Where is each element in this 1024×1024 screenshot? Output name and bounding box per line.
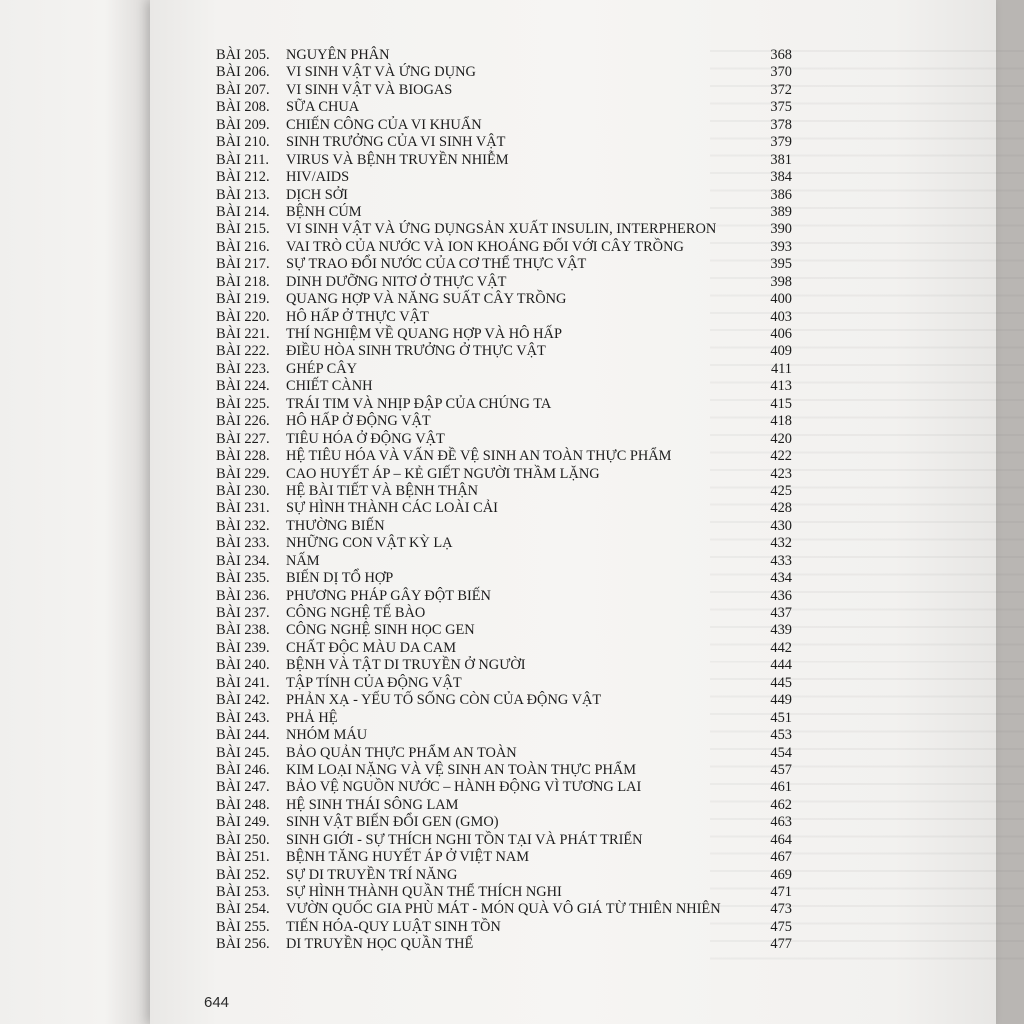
toc-entry [216, 936, 792, 953]
lesson-title: PHẢ HỆ [286, 709, 338, 726]
lesson-number: BÀI 242. [216, 692, 270, 709]
toc-entry [216, 483, 792, 500]
toc-entry [216, 378, 792, 395]
toc-entry [216, 204, 792, 221]
lesson-number: BÀI 246. [216, 761, 270, 778]
lesson-title: BẢO VỆ NGUỒN NƯỚC – HÀNH ĐỘNG VÌ TƯƠNG LAI [286, 779, 642, 796]
lesson-page-number: 409 [770, 343, 792, 360]
lesson-page-number: 425 [770, 482, 792, 499]
lesson-title: CÔNG NGHỆ SINH HỌC GEN [286, 622, 475, 639]
lesson-title: TIẾN HÓA-QUY LUẬT SINH TỒN [286, 918, 501, 935]
toc-entry [216, 727, 792, 744]
lesson-title: BIẾN DỊ TỔ HỢP [286, 570, 394, 587]
lesson-number: BÀI 239. [216, 639, 270, 656]
lesson-page-number: 411 [770, 360, 792, 377]
lesson-title: DỊCH SỞI [286, 186, 348, 203]
toc-entry [216, 518, 792, 535]
lesson-number: BÀI 254. [216, 901, 270, 918]
lesson-page-number: 469 [770, 866, 792, 883]
lesson-page-number: 475 [770, 918, 792, 935]
lesson-number: BÀI 243. [216, 709, 270, 726]
lesson-number: BÀI 233. [216, 535, 270, 552]
lesson-number: BÀI 231. [216, 500, 270, 517]
lesson-number: BÀI 223. [216, 360, 270, 377]
lesson-page-number: 413 [770, 378, 792, 395]
lesson-title: HÔ HẤP Ở THỰC VẬT [286, 308, 429, 325]
lesson-page-number: 434 [770, 570, 792, 587]
lesson-title: SINH VẬT BIẾN ĐỔI GEN (GMO) [286, 814, 499, 831]
lesson-number: BÀI 251. [216, 849, 270, 866]
lesson-page-number: 473 [770, 901, 792, 918]
lesson-title: BẢO QUẢN THỰC PHẨM AN TOÀN [286, 744, 517, 761]
lesson-number: BÀI 250. [216, 831, 270, 848]
lesson-number: BÀI 229. [216, 465, 270, 482]
lesson-page-number: 368 [770, 47, 792, 63]
toc-entry [216, 867, 792, 884]
lesson-page-number: 437 [770, 605, 792, 621]
lesson-title: TẬP TÍNH CỦA ĐỘNG VẬT [286, 674, 462, 691]
lesson-number: BÀI 236. [216, 587, 270, 604]
lesson-page-number: 430 [770, 517, 792, 534]
lesson-page-number: 381 [770, 151, 792, 168]
toc-entry [216, 256, 792, 273]
lesson-title: HỆ TIÊU HÓA VÀ VẤN ĐỀ VỆ SINH AN TOÀN THỰC PHẨM [286, 448, 672, 465]
toc-entry [216, 640, 792, 657]
lesson-title: SỰ HÌNH THÀNH CÁC LOÀI CẢI [286, 500, 498, 517]
lesson-number: BÀI 240. [216, 657, 270, 674]
toc-entry [216, 884, 792, 901]
lesson-number: BÀI 225. [216, 395, 270, 412]
toc-entry [216, 169, 792, 186]
lesson-page-number: 462 [770, 796, 792, 813]
lesson-title: CHẤT ĐỘC MÀU DA CAM [286, 639, 457, 656]
lesson-title: GHÉP CÂY [286, 360, 358, 377]
toc-entry [216, 117, 792, 134]
lesson-number: BÀI 212. [216, 169, 270, 186]
lesson-title: NHỮNG CON VẬT KỲ LẠ [286, 535, 453, 552]
toc-entry [216, 326, 792, 343]
toc-entry [216, 762, 792, 779]
toc-entry [216, 832, 792, 849]
lesson-number: BÀI 241. [216, 674, 270, 691]
lesson-title: THƯỜNG BIẾN [286, 517, 385, 534]
lesson-page-number: 477 [770, 936, 792, 953]
lesson-page-number: 444 [770, 657, 792, 674]
lesson-page-number: 420 [770, 430, 792, 447]
toc-entry [216, 396, 792, 413]
lesson-page-number: 439 [770, 622, 792, 639]
lesson-title: CÔNG NGHỆ TẾ BÀO [286, 605, 426, 621]
lesson-page-number: 406 [770, 326, 792, 342]
lesson-page-number: 378 [770, 116, 792, 133]
toc-entry [216, 47, 792, 64]
left-page-margin [0, 0, 150, 1024]
lesson-page-number: 386 [770, 186, 792, 203]
lesson-number: BÀI 213. [216, 186, 270, 203]
lesson-page-number: 418 [770, 413, 792, 430]
lesson-page-number: 375 [770, 99, 792, 116]
lesson-title: HỆ BÀI TIẾT VÀ BỆNH THẬN [286, 482, 479, 499]
lesson-page-number: 432 [770, 535, 792, 552]
lesson-page-number: 372 [770, 81, 792, 98]
lesson-number: BÀI 215. [216, 221, 270, 238]
lesson-title: VI SINH VẬT VÀ ỨNG DỤNGSẢN XUẤT INSULIN, INTERPHERON [286, 221, 717, 238]
lesson-number: BÀI 224. [216, 378, 270, 395]
lesson-number: BÀI 206. [216, 64, 270, 81]
lesson-title: THÍ NGHIỆM VỀ QUANG HỢP VÀ HÔ HẤP [286, 326, 562, 342]
lesson-title: CAO HUYẾT ÁP – KẺ GIẾT NGƯỜI THẦM LẶNG [286, 465, 600, 482]
toc-entry [216, 134, 792, 151]
lesson-page-number: 384 [770, 169, 792, 186]
toc-entry [216, 605, 792, 622]
lesson-page-number: 415 [770, 395, 792, 412]
toc-entry [216, 797, 792, 814]
lesson-number: BÀI 214. [216, 203, 270, 220]
lesson-page-number: 422 [770, 448, 792, 465]
lesson-number: BÀI 230. [216, 482, 270, 499]
lesson-number: BÀI 222. [216, 343, 270, 360]
lesson-page-number: 423 [770, 465, 792, 482]
toc-entry [216, 309, 792, 326]
toc-entry [216, 692, 792, 709]
lesson-number: BÀI 237. [216, 605, 270, 621]
toc-entry [216, 187, 792, 204]
toc-entry [216, 152, 792, 169]
toc-entry [216, 274, 792, 291]
toc-entry [216, 901, 792, 918]
lesson-number: BÀI 238. [216, 622, 270, 639]
lesson-page-number: 393 [770, 238, 792, 255]
lesson-title: TIÊU HÓA Ở ĐỘNG VẬT [286, 430, 445, 447]
lesson-title: HIV/AIDS [286, 169, 350, 186]
toc-entry [216, 622, 792, 639]
lesson-title: DI TRUYỀN HỌC QUẦN THỂ [286, 936, 474, 953]
toc-entry [216, 413, 792, 430]
lesson-number: BÀI 205. [216, 47, 270, 63]
lesson-number: BÀI 227. [216, 430, 270, 447]
toc-entry [216, 814, 792, 831]
lesson-title: NHÓM MÁU [286, 727, 368, 744]
lesson-title: SỰ DI TRUYỀN TRÍ NĂNG [286, 866, 458, 883]
lesson-number: BÀI 245. [216, 744, 270, 761]
lesson-page-number: 379 [770, 134, 792, 151]
lesson-title: CHIẾT CÀNH [286, 378, 373, 395]
toc-entry [216, 553, 792, 570]
lesson-page-number: 453 [770, 727, 792, 744]
table-of-contents [216, 47, 792, 954]
lesson-number: BÀI 220. [216, 308, 270, 325]
lesson-title: BỆNH CÚM [286, 203, 362, 220]
lesson-number: BÀI 253. [216, 884, 270, 900]
lesson-title: VIRUS VÀ BỆNH TRUYỀN NHIỄM [286, 151, 509, 168]
lesson-title: CHIẾN CÔNG CỦA VI KHUẨN [286, 116, 482, 133]
lesson-title: HÔ HẤP Ở ĐỘNG VẬT [286, 413, 431, 430]
lesson-number: BÀI 226. [216, 413, 270, 430]
lesson-page-number: 400 [770, 291, 792, 308]
lesson-page-number: 461 [770, 779, 792, 796]
lesson-page-number: 457 [770, 761, 792, 778]
lesson-title: BỆNH VÀ TẬT DI TRUYỀN Ở NGƯỜI [286, 657, 526, 674]
lesson-number: BÀI 218. [216, 273, 270, 290]
toc-entry [216, 448, 792, 465]
lesson-number: BÀI 221. [216, 326, 270, 342]
lesson-page-number: 370 [770, 64, 792, 81]
toc-entry [216, 431, 792, 448]
lesson-title: ĐIỀU HÒA SINH TRƯỞNG Ở THỰC VẬT [286, 343, 546, 360]
page-number: 644 [204, 994, 230, 1011]
lesson-number: BÀI 252. [216, 866, 270, 883]
lesson-title: TRÁI TIM VÀ NHỊP ĐẬP CỦA CHÚNG TA [286, 395, 552, 412]
lesson-page-number: 395 [770, 256, 792, 273]
toc-entry [216, 570, 792, 587]
toc-entry [216, 500, 792, 517]
toc-entry [216, 99, 792, 116]
toc-entry [216, 588, 792, 605]
toc-entry [216, 64, 792, 81]
lesson-title: DINH DƯỠNG NITƠ Ở THỰC VẬT [286, 273, 507, 290]
lesson-page-number: 471 [770, 884, 792, 900]
lesson-number: BÀI 235. [216, 570, 270, 587]
lesson-page-number: 390 [770, 221, 792, 238]
lesson-number: BÀI 210. [216, 134, 270, 151]
toc-entry [216, 710, 792, 727]
lesson-number: BÀI 232. [216, 517, 270, 534]
lesson-number: BÀI 217. [216, 256, 270, 273]
toc-entry [216, 343, 792, 360]
lesson-title: SINH GIỚI - SỰ THÍCH NGHI TỒN TẠI VÀ PHÁT TRIỂN [286, 831, 643, 848]
toc-entry [216, 535, 792, 552]
lesson-page-number: 463 [770, 814, 792, 831]
lesson-title: VI SINH VẬT VÀ ỨNG DỤNG [286, 64, 476, 81]
lesson-number: BÀI 248. [216, 796, 270, 813]
lesson-page-number: 403 [770, 308, 792, 325]
lesson-title: SỮA CHUA [286, 99, 360, 116]
lesson-title: SỰ TRAO ĐỔI NƯỚC CỦA CƠ THỂ THỰC VẬT [286, 256, 587, 273]
toc-entry [216, 82, 792, 99]
lesson-page-number: 389 [770, 203, 792, 220]
lesson-title: SINH TRƯỞNG CỦA VI SINH VẬT [286, 134, 506, 151]
lesson-title: VI SINH VẬT VÀ BIOGAS [286, 81, 453, 98]
toc-entry [216, 291, 792, 308]
lesson-number: BÀI 244. [216, 727, 270, 744]
lesson-title: PHẢN XẠ - YẾU TỐ SỐNG CÒN CỦA ĐỘNG VẬT [286, 692, 602, 709]
lesson-number: BÀI 216. [216, 238, 270, 255]
lesson-page-number: 467 [770, 849, 792, 866]
lesson-page-number: 436 [770, 587, 792, 604]
lesson-title: NẤM [286, 552, 320, 569]
toc-entry [216, 675, 792, 692]
lesson-title: VƯỜN QUỐC GIA PHÙ MÁT - MÓN QUÀ VÔ GIÁ TỪ THIÊN NHIÊN [286, 901, 721, 918]
lesson-number: BÀI 228. [216, 448, 270, 465]
toc-entry [216, 239, 792, 256]
toc-entry [216, 221, 792, 238]
toc-entry [216, 657, 792, 674]
lesson-title: VAI TRÒ CỦA NƯỚC VÀ ION KHOÁNG ĐỐI VỚI CÂY TRỒNG [286, 238, 684, 255]
lesson-page-number: 449 [770, 692, 792, 709]
lesson-page-number: 464 [770, 831, 792, 848]
lesson-page-number: 428 [770, 500, 792, 517]
toc-entry [216, 849, 792, 866]
lesson-page-number: 433 [770, 552, 792, 569]
lesson-title: SỰ HÌNH THÀNH QUẦN THỂ THÍCH NGHI [286, 884, 562, 900]
lesson-page-number: 454 [770, 744, 792, 761]
lesson-number: BÀI 247. [216, 779, 270, 796]
lesson-number: BÀI 211. [216, 151, 270, 168]
toc-entry [216, 466, 792, 483]
toc-entry [216, 919, 792, 936]
lesson-page-number: 451 [770, 709, 792, 726]
lesson-number: BÀI 219. [216, 291, 270, 308]
lesson-page-number: 442 [770, 639, 792, 656]
toc-entry [216, 361, 792, 378]
toc-entry [216, 745, 792, 762]
lesson-title: HỆ SINH THÁI SÔNG LAM [286, 796, 459, 813]
lesson-title: NGUYÊN PHÂN [286, 47, 390, 63]
lesson-number: BÀI 256. [216, 936, 270, 953]
lesson-title: PHƯƠNG PHÁP GÂY ĐỘT BIẾN [286, 587, 491, 604]
lesson-title: QUANG HỢP VÀ NĂNG SUẤT CÂY TRỒNG [286, 291, 567, 308]
lesson-number: BÀI 209. [216, 116, 270, 133]
lesson-title: KIM LOẠI NẶNG VÀ VỆ SINH AN TOÀN THỰC PHẨM [286, 761, 637, 778]
lesson-page-number: 398 [770, 273, 792, 290]
lesson-page-number: 445 [770, 674, 792, 691]
lesson-number: BÀI 249. [216, 814, 270, 831]
lesson-number: BÀI 255. [216, 918, 270, 935]
lesson-number: BÀI 234. [216, 552, 270, 569]
toc-entry [216, 779, 792, 796]
lesson-number: BÀI 208. [216, 99, 270, 116]
lesson-number: BÀI 207. [216, 81, 270, 98]
lesson-title: BỆNH TĂNG HUYẾT ÁP Ở VIỆT NAM [286, 849, 530, 866]
